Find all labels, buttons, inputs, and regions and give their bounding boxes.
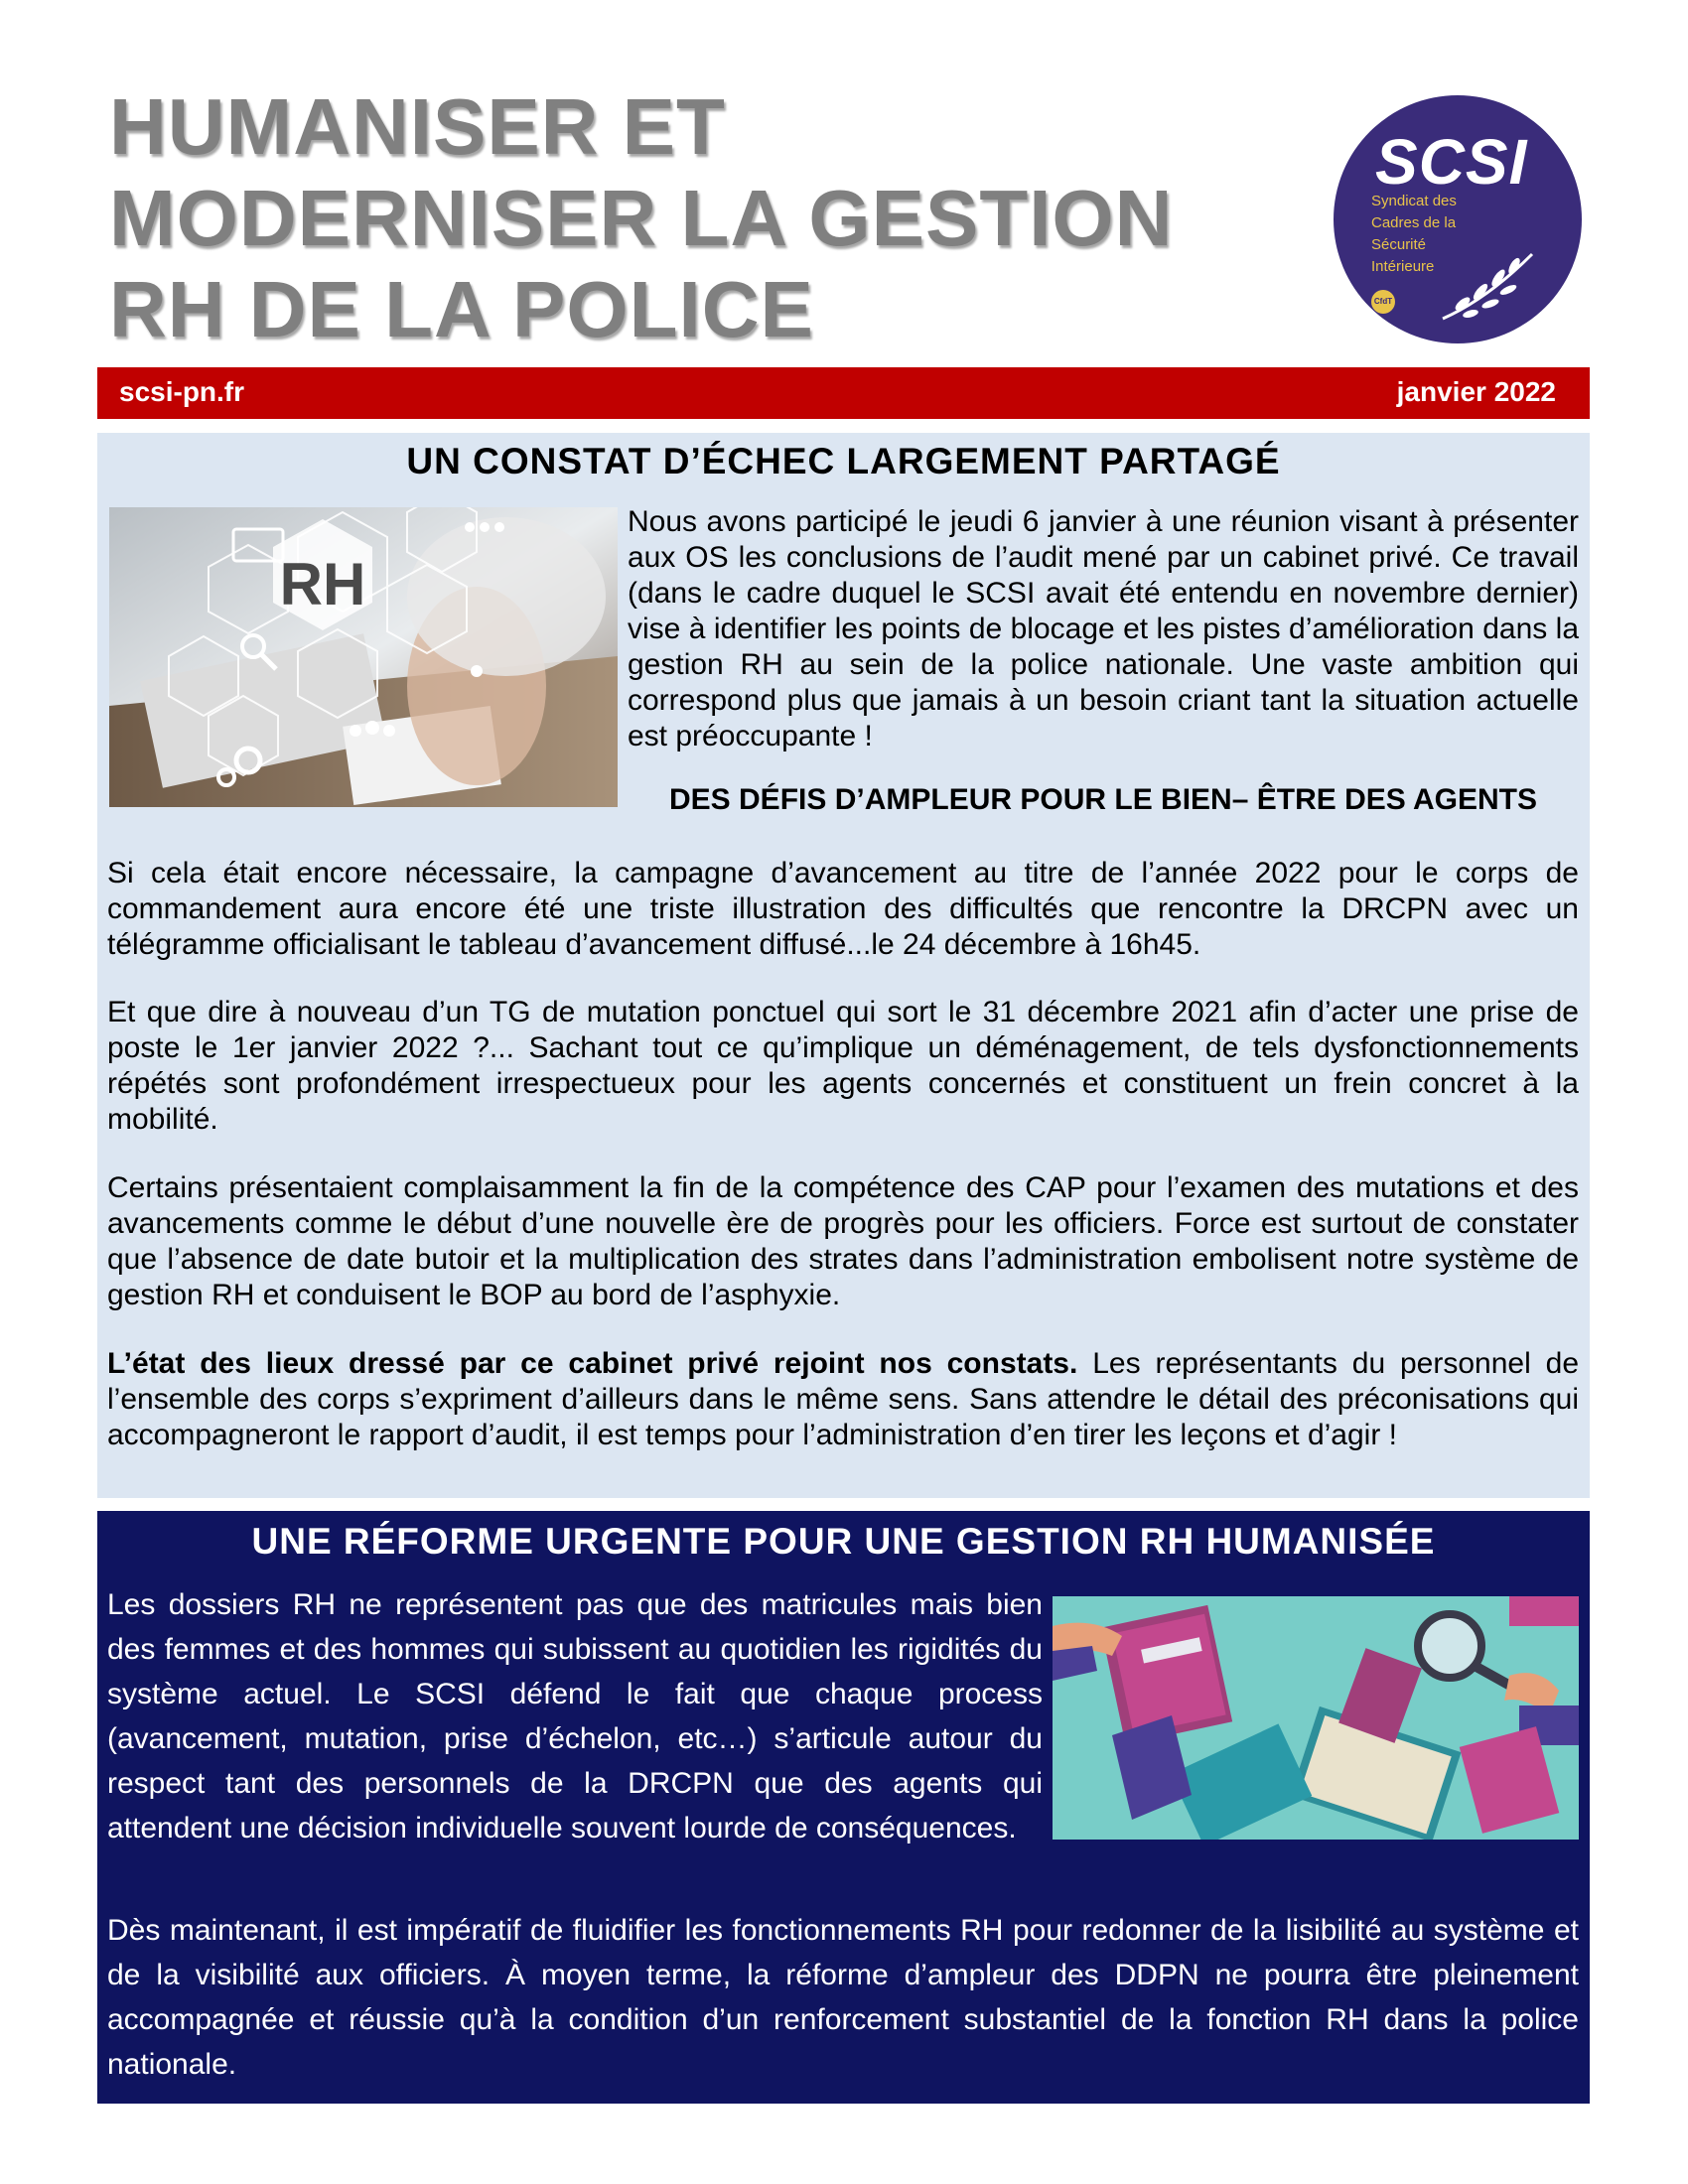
paragraph-cap: Certains présentaient complaisamment la fin de la compétence des CAP pour l’examen des mutations et des avancements comme le début d’une nouvelle ère de progrès pour les officiers. Force est surtout de constater que l’absence de date butoir et la multiplication des strates dans l’administration embolisent notre système de gestion RH et conduisent le BOP au bord de l’asphyxie.: [107, 1171, 1579, 1311]
section-constat: [97, 433, 1590, 1498]
paragraph-dossiers-rh: Les dossiers RH ne représentent pas que des matricules mais bien des femmes et des hommes qui subissent au quotidien les rigidités du système actuel. Le SCSI défend le fait que chaque process (avancement, mutation, prise d’échelon, etc…) s’articule autour du respect tant des personnels de la DRCPN que des agents qui attendent une décision individuelle souvent lourde de conséquences.: [107, 1588, 1043, 1844]
section2-heading: UNE RÉFORME URGENTE POUR UNE GESTION RH HUMANISÉE: [251, 1521, 1436, 1562]
laurel-icon: [1433, 244, 1542, 324]
paragraph-avancement: Si cela était encore nécessaire, la campagne d’avancement au titre de l’année 2022 pour le corps de commandement aura encore été une triste illustration des difficultés que rencontre la DRCPN avec un télégramme officialisant le tableau d’avancement diffusé...le 24 décembre à 16h45.: [107, 857, 1579, 961]
logo-subtitle-line: Syndicat des: [1371, 193, 1457, 209]
title-line-3: RH DE LA POLICE: [109, 265, 814, 353]
website-link[interactable]: scsi-pn.fr: [119, 376, 245, 407]
paragraph-mutation: Et que dire à nouveau d’un TG de mutation ponctuel qui sort le 31 décembre 2021 afin d’acter une prise de poste le 1er janvier 2022 ?... Sachant tout ce qu’implique un déménagement, de tels dysfonctionnements répétés sont profondément irrespectueux pour les agents concernés et constituent un frein concret à la mobilité.: [107, 996, 1579, 1136]
title-line-1: HUMANISER ET: [109, 82, 726, 171]
rh-image-label: RH: [279, 551, 366, 617]
scsi-logo: [1334, 95, 1582, 343]
section1-heading: UN CONSTAT D’ÉCHEC LARGEMENT PARTAGÉ: [406, 441, 1281, 481]
paragraph-etat-des-lieux: [107, 1346, 1579, 1453]
title-line-2: MODERNISER LA GESTION: [109, 174, 1174, 262]
logo-subtitle-line: Cadres de la: [1371, 214, 1457, 231]
rh-illustration: [109, 507, 618, 807]
paragraph-rest: Les représentants du personnel de l’ensemble des corps s’expriment d’ailleurs dans le même sens. Sans attendre le détail des préconisations qui accompagneront le rapport d’audit, il est temps pour l’administration d’en tirer les leçons et d’agir !: [107, 1347, 1579, 1451]
logo-subtitle-line: Sécurité: [1371, 236, 1427, 253]
logo-brand: SCSI: [1375, 126, 1528, 198]
section1-subheading: DES DÉFIS D’AMPLEUR POUR LE BIEN– ÊTRE DES AGENTS: [669, 783, 1537, 816]
books-illustration: [1053, 1596, 1579, 1840]
section-reforme: [97, 1511, 1590, 2104]
info-banner: [97, 367, 1590, 419]
logo-subtitle-line: Intérieure: [1371, 258, 1435, 275]
paragraph-fluidifier: Dès maintenant, il est impératif de fluidifier les fonctionnements RH pour redonner de la lisibilité au système et de la visibilité aux officiers. À moyen terme, la réforme d’ampleur des DDPN ne pourra être pleinement accompagnée et réussie qu’à la condition d’un renforcement substantiel de la fonction RH dans la police nationale.: [107, 1914, 1579, 2081]
cfdt-badge: CfdT: [1371, 290, 1395, 314]
issue-date: janvier 2022: [1396, 376, 1556, 407]
page-title: [109, 81, 1251, 355]
intro-paragraph: Nous avons participé le jeudi 6 janvier à une réunion visant à présenter aux OS les conclusions de l’audit mené par un cabinet privé. Ce travail (dans le cadre duquel le SCSI avait été entendu en novembre dernier) vise à identifier les points de blocage et les pistes d’amélioration dans la gestion RH au sein de la police nationale. Une vaste ambition qui correspond plus que jamais à un besoin criant tant la situation actuelle est préoccupante !: [628, 505, 1579, 752]
bold-statement: L’état des lieux dressé par ce cabinet privé rejoint nos constats.: [107, 1347, 1078, 1380]
